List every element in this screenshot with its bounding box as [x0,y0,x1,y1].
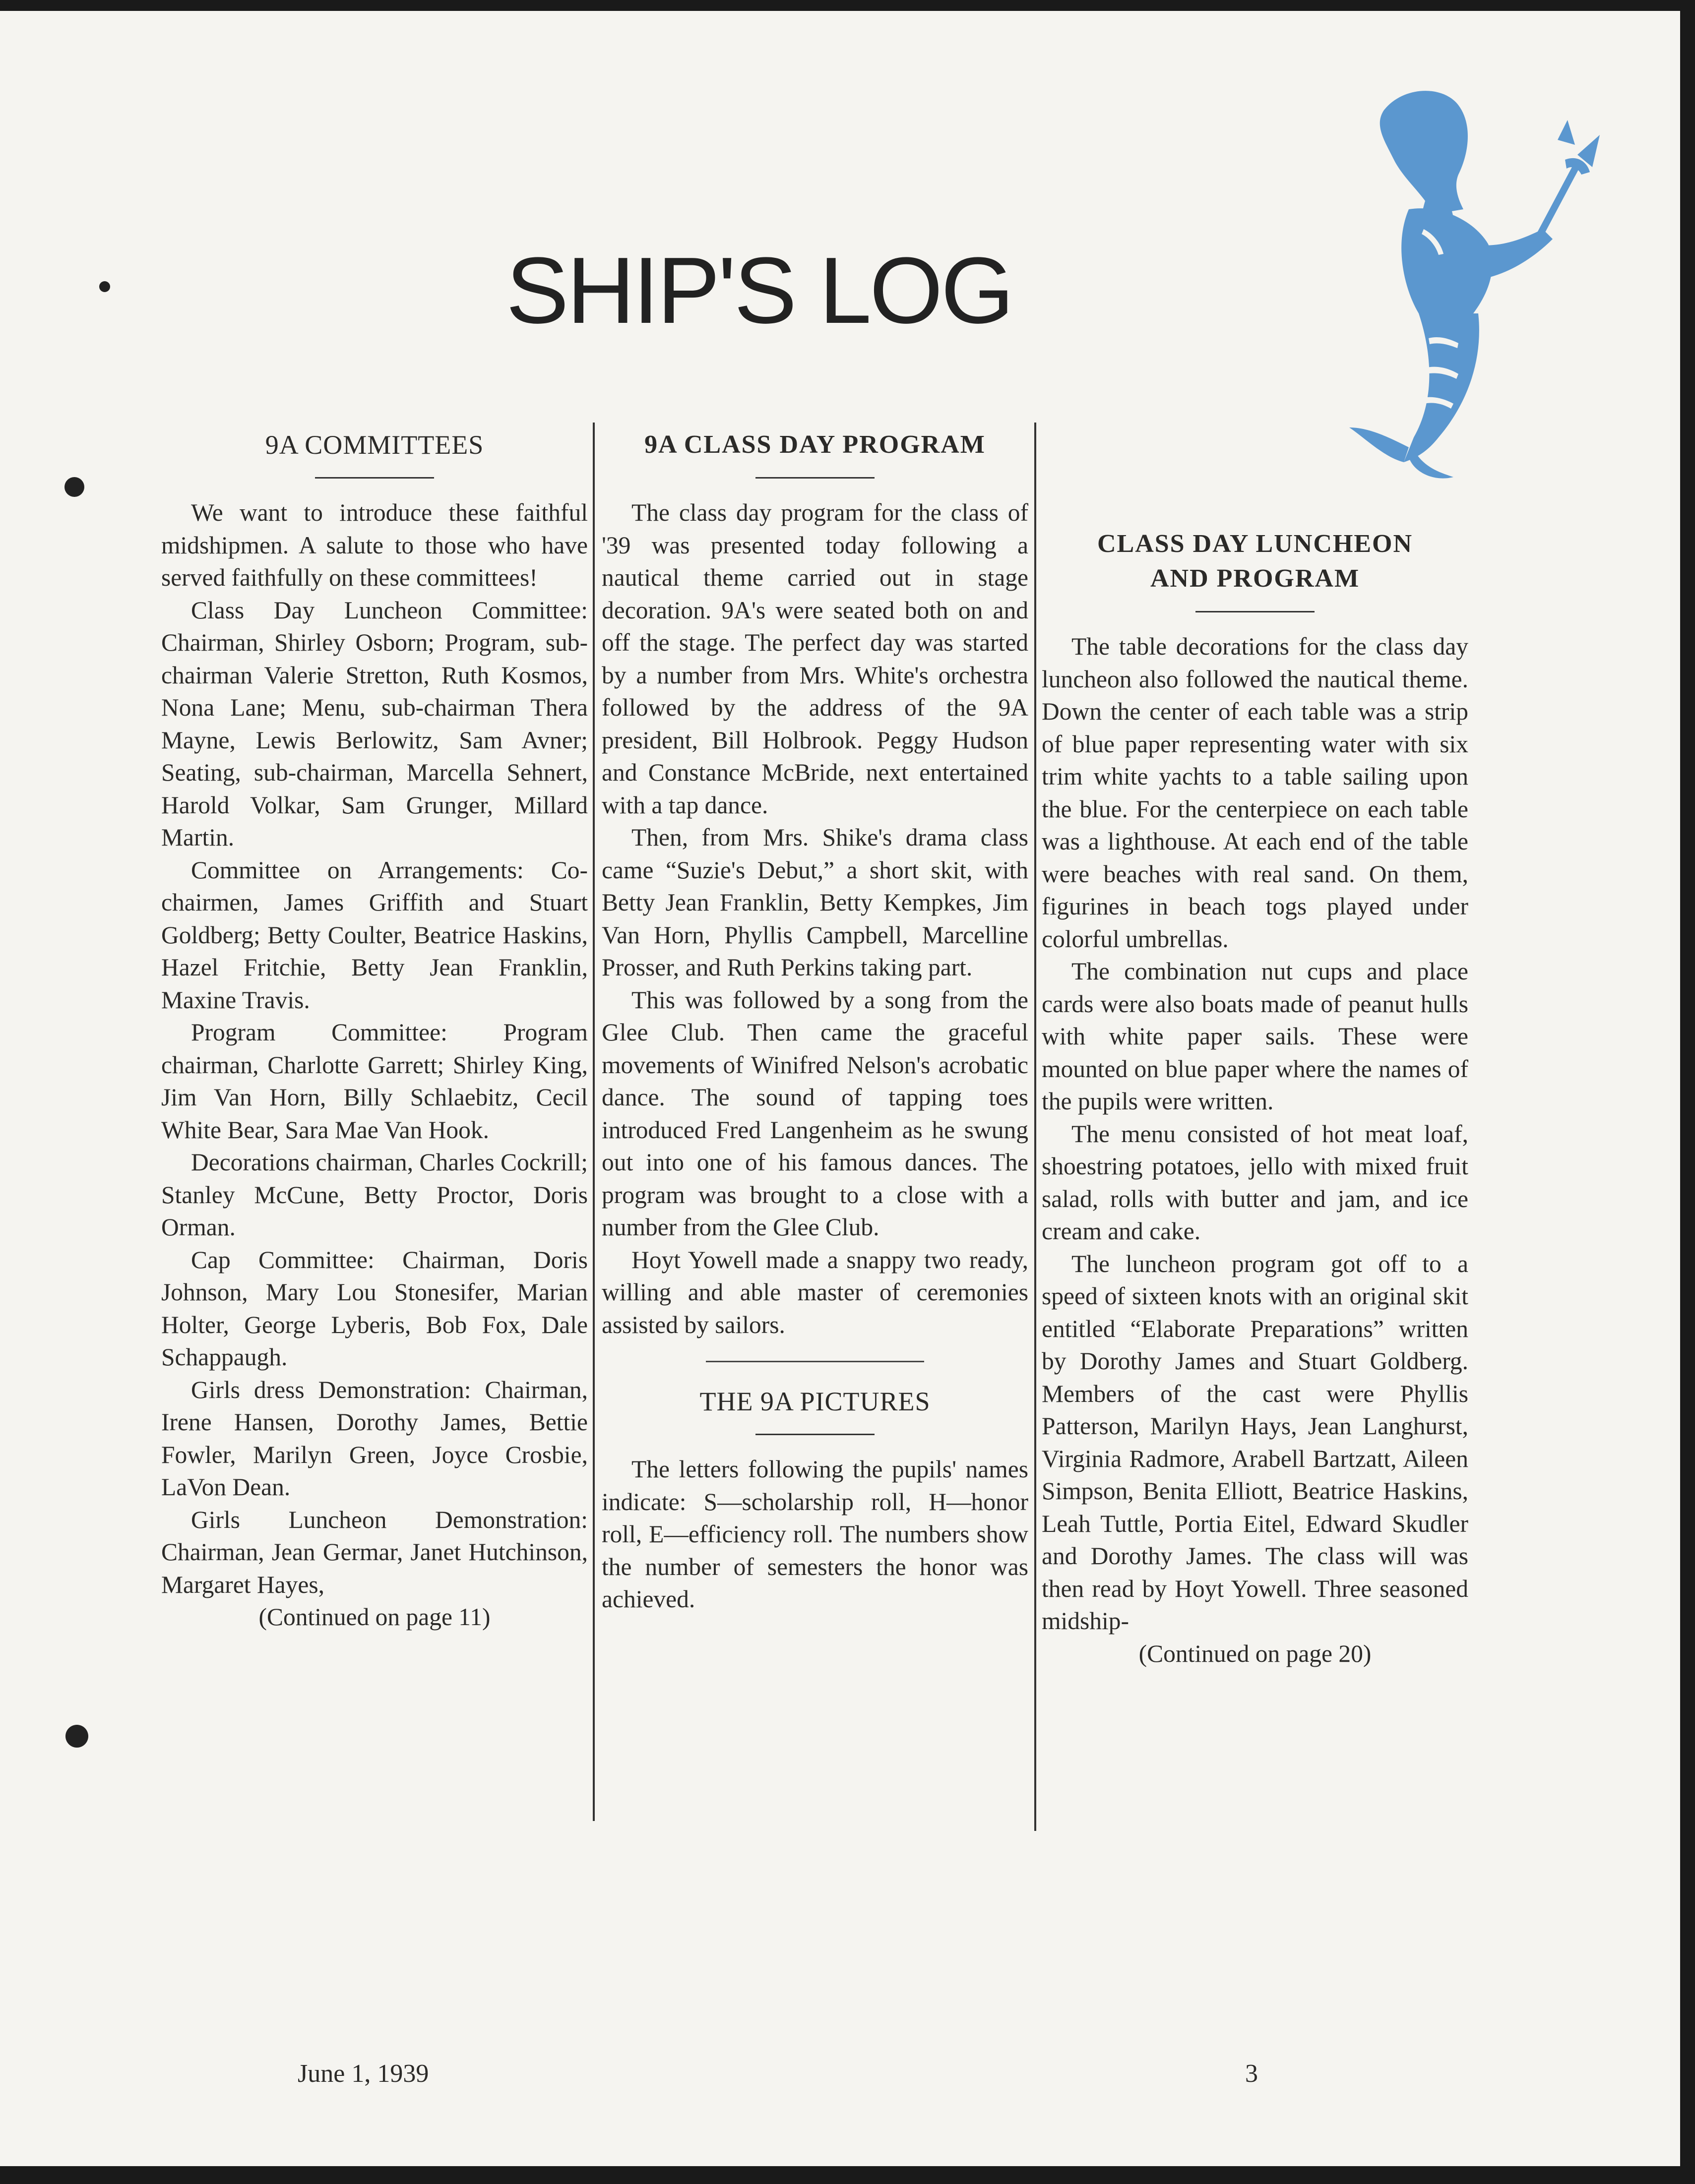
paragraph: The menu consisted of hot meat loaf, shoestring potatoes, jello with mixed fruit salad, rolls with butter and jam, and ice cream and cake. [1042,1120,1468,1245]
scan-border-bottom [0,2166,1695,2184]
paragraph: The luncheon program got off to a speed of sixteen knots with an original skit entitled “Elaborate Preparations” written by Dorothy James and Stuart Goldberg. Members of the cast were Phyllis Patterson, Marilyn Hays, Jean Langhurst, Virginia Radmore, Arabell Bartzatt, Aileen Simpson, Benita Elliott, Beatrice Haskins, Leah Tuttle, Portia Eitel, Edward Skudler and Dorothy James. The class will was then read by Hoyt Yowell. Three seasoned midship- [1042,1250,1468,1635]
scan-border-right [1680,0,1695,2184]
column-class-day-program [602,427,1028,1616]
column-divider-left [593,423,595,1821]
heading-class-day-luncheon: CLASS DAY LUNCHEON [1097,530,1413,558]
heading-9a-class-day-program: 9A CLASS DAY PROGRAM [644,430,986,459]
paragraph: The letters following the pupils' names indicate: S—scholarship roll, H—honor roll, E—efficiency roll. The numbers show the number of semesters the honor was achieved. [602,1456,1028,1613]
paragraph: The combination nut cups and place cards were also boats made of peanut hulls with white paper sails. These were mounted on blue paper where the names of the pupils were written. [1042,958,1468,1115]
divider [1195,611,1315,612]
paragraph: The table decorations for the class day luncheon also followed the nautical theme. Down the center of each table was a strip of blue paper representing water with six trim white yachts to a table sailing upon the blue. For the centerpiece on each table was a lighthouse. At each end of the table were beaches with real sand. On them, figurines in beach togs played under colorful umbrellas. [1042,633,1468,953]
heading-9a-pictures: THE 9A PICTURES [699,1387,931,1416]
paragraph: Girls Luncheon Demonstration: Chairman, Jean Germar, Janet Hutchinson, Margaret Hayes, [161,1506,588,1598]
heading-9a-committees: 9A COMMITTEES [265,430,484,460]
punch-hole-top [64,477,84,497]
divider [706,1361,924,1362]
footer-date: June 1, 1939 [298,2060,429,2088]
paragraph: Committee on Arrangements: Co-chairmen, James Griffith and Stuart Goldberg; Betty Coulter, Beatrice Haskins, Hazel Fritchie, Betty Jean Franklin, Maxine Travis. [161,856,588,1014]
punch-hole-small [99,281,110,292]
column-divider-right [1034,423,1036,1831]
paragraph: We want to introduce these faithful midshipmen. A salute to those who have served faithfully on these committees! [161,499,588,591]
column-class-day-luncheon [1042,527,1468,1670]
neptune-merman-with-trident-icon [1310,80,1607,487]
paragraph: Hoyt Yowell made a snappy two ready, willing and able master of ceremonies assisted by sailors. [602,1246,1028,1338]
continued-note: (Continued on page 20) [1138,1639,1372,1667]
paragraph: Cap Committee: Chairman, Doris Johnson, Mary Lou Stonesifer, Marian Holter, George Lyberis, Bob Fox, Dale Schappaugh. [161,1246,588,1371]
paragraph: Then, from Mrs. Shike's drama class came “Suzie's Debut,” a short skit, with Betty Jean Franklin, Betty Kempkes, Jim Van Horn, Phyllis Campbell, Marcelline Prosser, and Ruth Perkins taking part. [602,824,1028,981]
punch-hole-bottom [65,1725,88,1748]
paragraph: Program Committee: Program chairman, Charlotte Garrett; Shirley King, Jim Van Horn, Billy Schlaebitz, Cecil White Bear, Sara Mae Van Hook. [161,1019,588,1144]
paragraph: Decorations chairman, Charles Cockrill; Stanley McCune, Betty Proctor, Doris Orman. [161,1149,588,1241]
paragraph: This was followed by a song from the Glee Club. Then came the graceful movements of Winifred Nelson's acrobatic dance. The sound of tapping toes introduced Fred Langenheim as he swung out into one of his famous dances. The program was brought to a close with a number from the Glee Club. [602,986,1028,1241]
divider [315,477,434,479]
column-committees [161,427,588,1634]
heading-and-program: AND PROGRAM [1150,564,1360,593]
scan-border-top [0,0,1695,11]
page-number: 3 [1245,2060,1258,2088]
paragraph: The class day program for the class of '39 was presented today following a nautical theme carried out in stage decoration. 9A's were seated both on and off the stage. The perfect day was started by a number from Mrs. White's orchestra followed by the address of the 9A president, Bill Holbrook. Peggy Hudson and Constance McBride, next entertained with a tap dance. [602,499,1028,819]
paragraph: Girls dress Demonstration: Chairman, Irene Hansen, Dorothy James, Bettie Fowler, Marilyn Green, Joyce Crosbie, LaVon Dean. [161,1376,588,1501]
newsletter-page [0,11,1680,2166]
paragraph: Class Day Luncheon Committee: Chairman, Shirley Osborn; Program, sub-chairman Valerie Stretton, Ruth Kosmos, Nona Lane; Menu, sub-chairman Thera Mayne, Lewis Berlowitz, Sam Avner; Seating, sub-chairman, Marcella Sehnert, Harold Volkar, Sam Grunger, Millard Martin. [161,596,588,851]
divider [755,477,875,479]
divider [755,1434,875,1435]
masthead-title: SHIP'S LOG [506,238,1012,343]
continued-note: (Continued on page 11) [258,1603,491,1631]
